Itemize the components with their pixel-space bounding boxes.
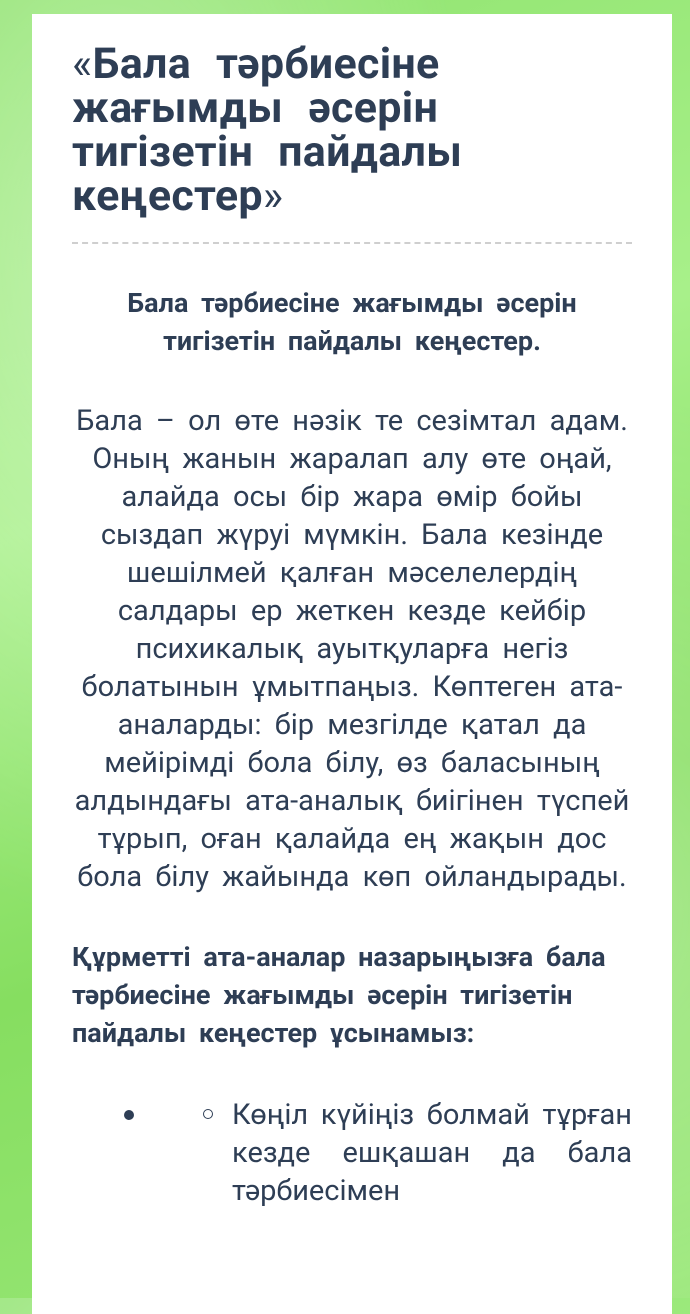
title-divider <box>72 242 632 244</box>
title-text: Бала тәрбиесіне жағымды әсерін тигізетін пайдалы кеңестер <box>72 39 463 221</box>
tip-text: Көңіл күйіңіз болмай тұрған кезде ешқашан да бала тәрбиесімен <box>232 1098 632 1208</box>
article-subheading: Бала тәрбиесіне жағымды әсерін тигізетін пайдалы кеңестер. <box>127 287 577 357</box>
article-title <box>72 39 632 221</box>
tips-heading: Құрметті ата-аналар назарыңызға бала тәрбиесіне жағымды әсерін тигізетін пайдалы кеңестер ұсынамыз: <box>72 941 606 1049</box>
title-open-quote: « <box>72 39 93 89</box>
list-item <box>72 1096 632 1210</box>
intro-paragraph: Бала – ол өте нәзік те сезімтал адам. Оның жанын жаралап алу өте оңай, алайда осы бір жара өмір бойы сыздап жүруі мүмкін. Бала кезінде шешілмей қалған мәселелердің салдары ер жеткен кезде кейбір психикалық ауытқуларға негіз болатынын ұмытпаңыз. Көптеген ата-аналарды: бір мезгілде қатал да мейірімді бола білу, өз баласының алдындағы ата-аналық биігінен түспей тұрып, оған қалайда ең жақын дос бола білу жайында көп ойландырады. <box>74 404 630 894</box>
tips-list <box>72 1096 632 1210</box>
bullet-dot-icon <box>124 1110 134 1120</box>
article-card <box>32 14 672 1314</box>
bullet-circle-icon <box>203 1109 213 1119</box>
title-close-quote: » <box>262 171 284 221</box>
